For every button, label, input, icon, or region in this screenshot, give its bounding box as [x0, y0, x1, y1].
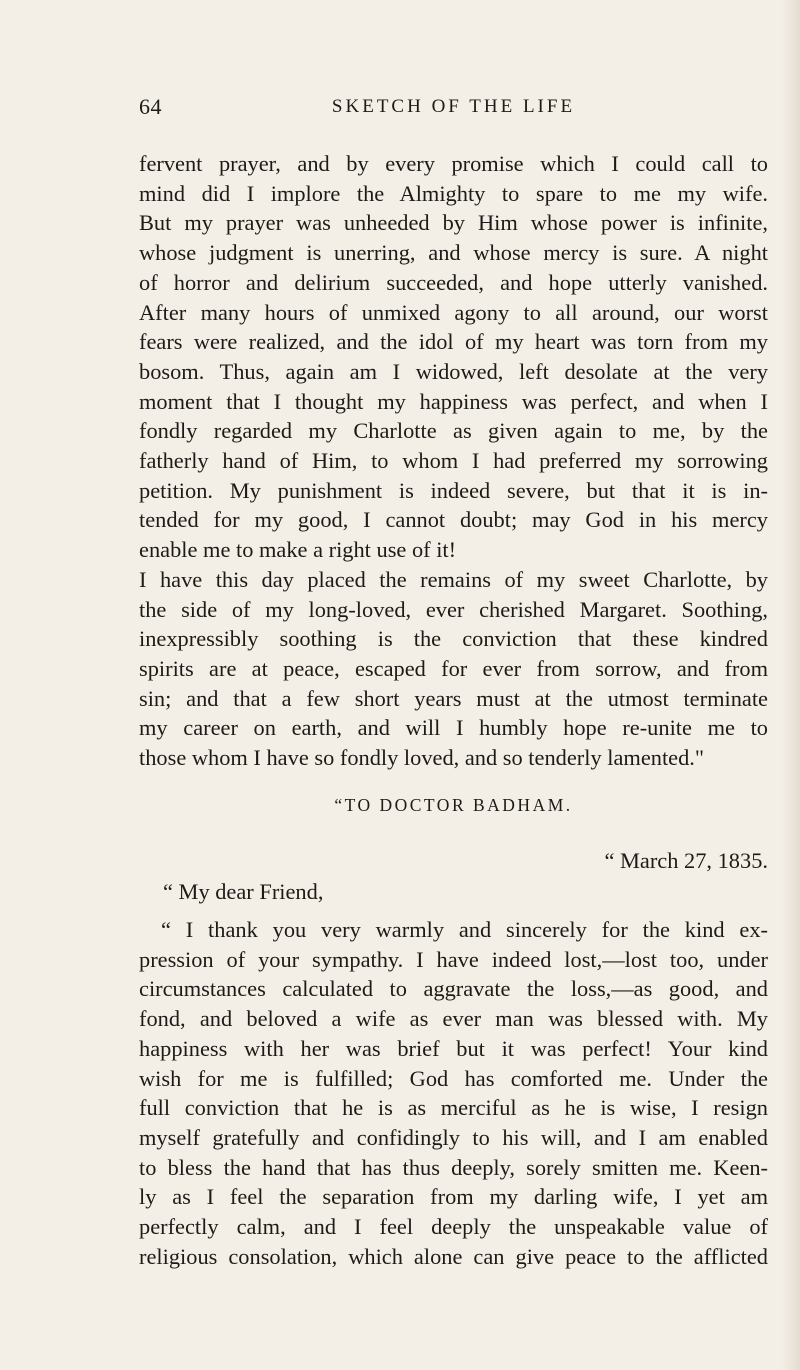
letter-dateline: “ March 27, 1835.	[604, 848, 768, 873]
paragraph-2	[139, 565, 768, 773]
text-line: wish for me is fulfilled; God has comforted me. Under the	[139, 1065, 768, 1091]
text-line: moment that I thought my happiness was perfect, and when I	[139, 388, 768, 414]
letter-heading: “TO DOCTOR BADHAM.	[334, 795, 573, 815]
text-line: pression of your sympathy. I have indeed lost,—lost too, under	[139, 946, 768, 972]
text-line: After many hours of unmixed agony to all around, our worst	[139, 299, 768, 325]
text-line: tended for my good, I cannot doubt; may God in his mercy	[139, 507, 768, 533]
page-edge-shading	[782, 0, 800, 1370]
letter-salutation: “ My dear Friend,	[163, 879, 324, 904]
letter-body	[139, 915, 768, 1271]
text-line: bosom. Thus, again am I widowed, left desolate at the very	[139, 358, 768, 384]
body-text	[139, 149, 768, 773]
paragraph-1	[139, 149, 768, 565]
text-line: to bless the hand that has thus deeply, sorely smitten me. Keen-	[139, 1154, 768, 1180]
text-line: circumstances calculated to aggravate the loss,—as good, and	[139, 976, 768, 1002]
text-line: ly as I feel the separation from my darling wife, I yet am	[139, 1184, 768, 1210]
text-line: I have this day placed the remains of my sweet Charlotte, by	[139, 566, 768, 592]
text-line: fatherly hand of Him, to whom I had preferred my sorrowing	[139, 448, 768, 474]
text-line: of horror and delirium succeeded, and hope utterly vanished.	[139, 269, 768, 295]
text-line: fervent prayer, and by every promise which I could call to	[139, 151, 768, 176]
page-header	[139, 94, 768, 124]
text-line: mind did I implore the Almighty to spare to me my wife.	[139, 180, 768, 206]
text-line: fondly regarded my Charlotte as given again to me, by the	[139, 418, 768, 444]
text-line: But my prayer was unheeded by Him whose power is infinite,	[139, 210, 768, 236]
text-line: full conviction that he is as merciful as he is wise, I resign	[139, 1095, 768, 1121]
text-line: petition. My punishment is indeed severe, but that it is in-	[139, 477, 768, 503]
text-line: those whom I have so fondly loved, and so tenderly lamented."	[139, 745, 705, 771]
text-line: happiness with her was brief but it was perfect! Your kind	[139, 1035, 768, 1061]
text-line: myself gratefully and confidingly to his will, and I am enabled	[139, 1124, 768, 1150]
text-line: enable me to make a right use of it!	[139, 537, 457, 563]
text-line: fears were realized, and the idol of my heart was torn from my	[139, 329, 768, 355]
text-line: sin; and that a few short years must at the utmost terminate	[139, 685, 768, 711]
text-line: spirits are at peace, escaped for ever from sorrow, and from	[139, 655, 768, 681]
text-line: fond, and beloved a wife as ever man was blessed with. My	[139, 1006, 768, 1032]
text-line: “ I thank you very warmly and sincerely for the kind ex-	[161, 917, 768, 942]
text-line: the side of my long-loved, ever cherished Margaret. Soothing,	[139, 596, 768, 622]
running-head: SKETCH OF THE LIFE	[331, 96, 576, 117]
page-number: 64	[139, 94, 162, 119]
text-line: religious consolation, which alone can give peace to the afflicted	[139, 1243, 768, 1269]
text-line: my career on earth, and will I humbly hope re-unite me to	[139, 715, 768, 741]
text-line: perfectly calm, and I feel deeply the unspeakable value of	[139, 1214, 768, 1240]
text-line: whose judgment is unerring, and whose mercy is sure. A night	[139, 240, 768, 266]
text-line: inexpressibly soothing is the conviction that these kindred	[139, 626, 768, 652]
